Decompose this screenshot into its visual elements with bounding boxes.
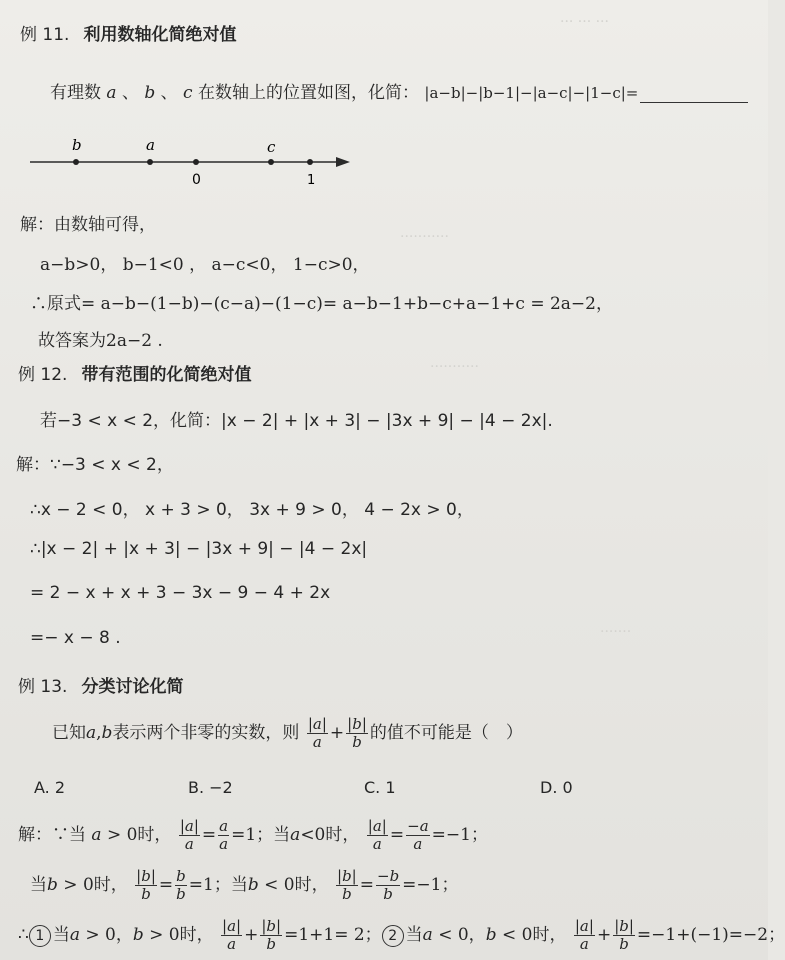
example-12-solution-label: 解：∵−3 < x < 2， xyxy=(16,455,174,475)
fraction-abs-b-over-b: $\frac{|b|}{b}$ xyxy=(347,715,367,751)
option-a: A. 2 xyxy=(34,778,66,797)
example-13-problem: 已知a,b表示两个非零的实数，则 $\frac{|a|}{a}$ + $\frac{|b|}{b}$ 的值不可能是（ ） xyxy=(52,715,523,751)
number-line-figure xyxy=(28,130,358,190)
label-zero: 0 xyxy=(192,172,201,188)
bleed-through-text: ........... xyxy=(430,355,479,371)
label-one: 1 xyxy=(307,173,316,188)
point-b xyxy=(73,159,79,165)
point-one xyxy=(307,159,313,165)
example-12-problem: 若−3 < x < 2，化简：|x − 2| + |x + 3| − |3x + 9| − |4 − 2x|. xyxy=(40,411,553,431)
option-c: C. 1 xyxy=(364,778,396,797)
example-11-solution-label: 解：由数轴可得， xyxy=(20,215,156,235)
example-11-answer: 故答案为2a−2 . xyxy=(38,331,163,351)
example-13-case-b: 当b > 0时， $\frac{|b|}{b}$ = $\frac{b}{b}$ =1；当b < 0时， $\frac{|b|}{b}$ = $\frac{-b}{b}$ =−1； xyxy=(30,867,459,903)
example-11-heading: 例 11. 利用数轴化简绝对值 xyxy=(20,25,237,45)
bleed-through-text: ....... xyxy=(600,620,632,636)
example-12-result: =− x − 8 . xyxy=(30,628,121,648)
bleed-through-text: ... ... ... xyxy=(560,10,609,26)
example-13-case-a: 解：∵当 a > 0时， $\frac{|a|}{a}$ = $\frac{a}{a}$ =1；当a<0时， $\frac{|a|}{a}$ = $\frac{-a}{a}$ =−1； xyxy=(18,817,488,853)
option-d: D. 0 xyxy=(540,778,573,797)
point-c xyxy=(268,159,274,165)
bleed-through-text: ........... xyxy=(400,225,449,241)
example-12-inequalities: ∴x − 2 < 0， x + 3 > 0， 3x + 9 > 0， 4 − 2x > 0， xyxy=(30,500,474,520)
example-11-derivation: ∴原式= a−b−(1−b)−(c−a)−(1−c)= a−b−1+b−c+a−1+c = 2a−2， xyxy=(30,294,613,314)
number-line-arrow xyxy=(336,157,350,167)
example-12-expanded: = 2 − x + x + 3 − 3x − 9 − 4 + 2x xyxy=(30,583,331,603)
point-zero xyxy=(193,159,199,165)
label-a: a xyxy=(146,136,155,154)
option-b: B. −2 xyxy=(188,778,233,797)
label-b: b xyxy=(72,136,82,154)
example-11-inequalities: a−b>0， b−1<0 ， a−c<0， 1−c>0， xyxy=(40,255,370,275)
example-13-case-combined: ∴ 1 当a > 0，b > 0时， $\frac{|a|}{a}$ + $\frac{|b|}{b}$ =1+1= 2； 2 当a < 0，b < 0时， $\frac{|a|}{a}$ + $\frac{|b|}{b}$ =−1+(−1)=−2； xyxy=(18,917,785,953)
answer-blank xyxy=(640,86,748,103)
example-11-problem: 有理数 a 、 b 、 c 在数轴上的位置如图，化简： |a−b|−|b−1|−|a−c|−|1−c|= xyxy=(50,78,748,103)
example-12-expression: ∴|x − 2| + |x + 3| − |3x + 9| − |4 − 2x| xyxy=(30,539,368,559)
label-c: c xyxy=(267,138,276,156)
example-13-heading: 例 13. 分类讨论化简 xyxy=(18,677,184,697)
example-12-heading: 例 12. 带有范围的化简绝对值 xyxy=(18,365,252,385)
point-a xyxy=(147,159,153,165)
fraction-abs-a-over-a: $\frac{|a|}{a}$ xyxy=(307,715,327,751)
